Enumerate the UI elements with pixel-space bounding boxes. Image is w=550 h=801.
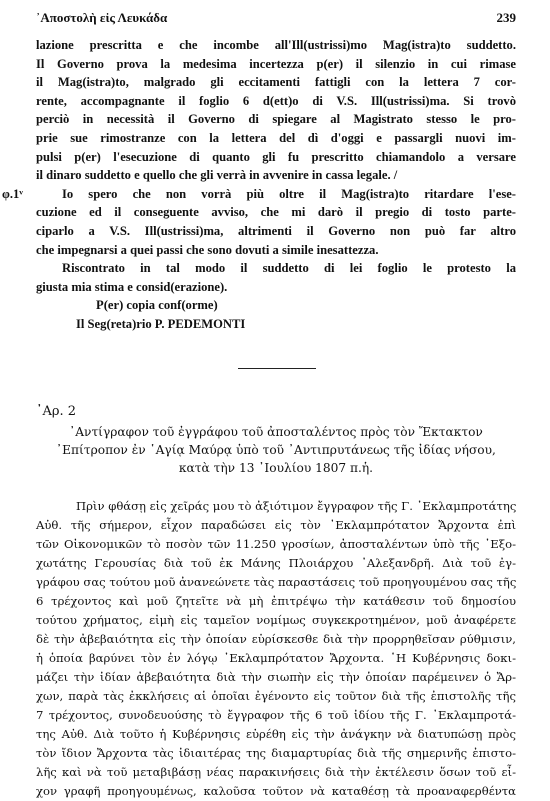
page-number: 239: [496, 10, 516, 25]
text-line: il dinaro suddetto e quello che gli verrà in avvenire in cassa legale. /: [36, 168, 398, 183]
paragraph-1: [36, 36, 516, 185]
text-line: rente, accompagnante il foglio 6 d(ett)o di V.S. Ill(ustrissi)ma. Si trovò: [36, 93, 516, 108]
title-line: ᾿Επίτροπον ἐν ῾Αγίᾳ Μαύρᾳ ὑπὸ τοῦ ᾿Αντιπρυτάνεως τῆς ἰδίας νήσου,: [56, 443, 496, 457]
text-line: τῶν Οἰκονομικῶν τὸ ποσὸν τῶν 11.250 γροσίων, ἀποσταλέντων ὑπὸ τῆς ᾿Εξο-: [36, 537, 516, 551]
text-line: ἡ ὁποία βαρύνει τὸν ἐν λόγῳ ᾿Εκλαμπρότατον Ἄρχοντα. ῾Η Κυβέρνησις δοκι-: [36, 651, 516, 665]
greek-body-text: [36, 497, 516, 801]
text-line: ciparlo a V.S. Ill(ustrissi)ma, altrimenti il Governo non può far altro: [36, 223, 516, 238]
signature-block: [36, 296, 516, 333]
text-line: λῆς καὶ νὰ τοῦ μεταβιβάσῃ νέας παρακινήσεις διὰ τὴν ἐκτέλεσιν ὅσων τοῦ εἶ-: [36, 765, 516, 779]
text-line: perciò in necessità il Governo di spiegare al Magistrato stesso le pro-: [36, 112, 516, 127]
text-line: giusta mia stima e consid(erazione).: [36, 279, 228, 294]
text-line: χωτάτης Γερουσίας διὰ τοῦ ἐκ Μάνης Πλοιάρχου ᾿Αλεξανδρῆ. Διὰ τοῦ ἐγ-: [36, 556, 516, 570]
document-title: [36, 423, 516, 477]
text-line: 7 τρέχοντος, συνοδευούσης τὸ ἔγγραφον τῆς 6 τοῦ ἰδίου τῆς Γ. ᾿Εκλαμπροτά-: [36, 708, 516, 722]
text-line: γράφου σας τούτου μοῦ ἀνανεώνετε τὰς παραστάσεις τοῦ προηγουμένου σας τῆς: [36, 575, 517, 589]
text-line: Πρὶν φθάσῃ εἰς χεῖράς μου τὸ ἀξιότιμον ἔγγραφον τῆς Γ. ᾿Εκλαμπροτάτης: [76, 499, 517, 513]
running-head: ᾿Αποστολὴ εἰς Λευκάδα: [36, 10, 168, 25]
text-line: cuzione ed il conseguente avviso, che mi darò il pregio di tosto parte-: [36, 205, 516, 220]
paragraph-2: [2, 185, 516, 259]
text-line: χων, παρὰ τὰς ἐκκλήσεις αἱ ὁποῖαι ἐγένοντο εἰς τοῦτον διὰ τῆς ἐπιστολῆς τῆς: [36, 689, 516, 703]
text-line: Il Governo prova la medesima incertezza p(er) il silenzio in cui rimase: [36, 56, 516, 71]
secretary-signature: Il Seg(reta)rio P. PEDEMONTI: [76, 316, 246, 331]
text-line: μάζει τὴν ἰδίαν ἀβεβαιότητα διὰ τὴν σιωπὴν εἰς τὴν ὁποίαν παρέμεινεν ὁ Ἄρ-: [36, 670, 516, 684]
greek-document: [36, 404, 516, 801]
text-line: τούτου χρήματος, εἰμὴ εἰς ταμεῖον νομίμως συγκεκροτημένον, μοῦ ἀναφέρετε: [36, 613, 516, 627]
text-line: il Mag(istra)to, malgrado gli eccitamenti fattigli con la lettera 7 cor-: [36, 75, 516, 90]
document-number: ᾿Αρ. 2: [36, 404, 77, 419]
page-header: [36, 10, 516, 30]
text-line: της Αὐθ. Διὰ τοῦτο ἡ Κυβέρνησις εὑρέθη εἰς τὴν ἀνάγκην νὰ διατυπώσῃ πρὸς: [36, 727, 516, 741]
text-line: 6 τρέχοντος καὶ μοῦ ζητεῖτε νὰ μὴ ἐπιτρέψω τὴν κατάθεσιν τοῦ δημοσίου: [36, 594, 516, 608]
title-line: κατὰ τὴν 13 ᾿Ιουλίου 1807 π.ἡ.: [178, 461, 374, 475]
text-line: χον γραφῆ προηγουμένως, καλοῦσα τοῦτον νὰ καταθέσῃ τὰ προαναφερθέντα: [36, 784, 516, 798]
italian-letter-text: [2, 36, 516, 334]
text-line: Riscontrato in tal modo il suddetto di lei foglio le protesto la: [62, 261, 516, 276]
text-line: che impegnarsi a quei passi che sono dovuti a simile inesattezza.: [36, 242, 379, 257]
text-line: lazione prescritta e che incombe all'Ill(ustrissi)mo Mag(istra)to suddetto.: [36, 38, 516, 52]
text-line: δὲ τὴν ἀβεβαιότητα εἰς τὴν ὁποίαν εὑρίσκεσθε διὰ τὴν προρρηθεῖσαν ρύθμισιν,: [36, 632, 516, 646]
title-line: ᾿Αντίγραφον τοῦ ἐγγράφου τοῦ ἀποσταλέντος πρὸς τὸν Ἔκτακτον: [69, 425, 483, 439]
folio-margin-note: φ.1ᵛ: [2, 186, 24, 201]
text-line: Io spero che non vorrà più oltre il Mag(istra)to ritardare l'ese-: [62, 186, 516, 201]
text-line: pulsi p(er) l'esecuzione di quanto gli fu prescritto chiamandolo a versare: [36, 149, 516, 164]
section-divider: [238, 368, 316, 369]
paragraph-3: [36, 259, 516, 296]
text-line: τὸν ἴδιον Ἄρχοντα τὰς ἰδιαιτέρας της διαμαρτυρίας διὰ τῆς σημερινῆς ἐπιστο-: [36, 746, 516, 760]
copy-conform-line: P(er) copia conf(orme): [96, 298, 218, 313]
text-line: prie sue rimostranze con la lettera del dì d'oggi e passargli nuovi im-: [36, 130, 516, 145]
text-line: Αὐθ. τῆς σήμερον, εἶχον παραδώσει εἰς τὸν ᾿Εκλαμπρότατον Ἄρχοντα ἐπὶ: [36, 518, 516, 532]
